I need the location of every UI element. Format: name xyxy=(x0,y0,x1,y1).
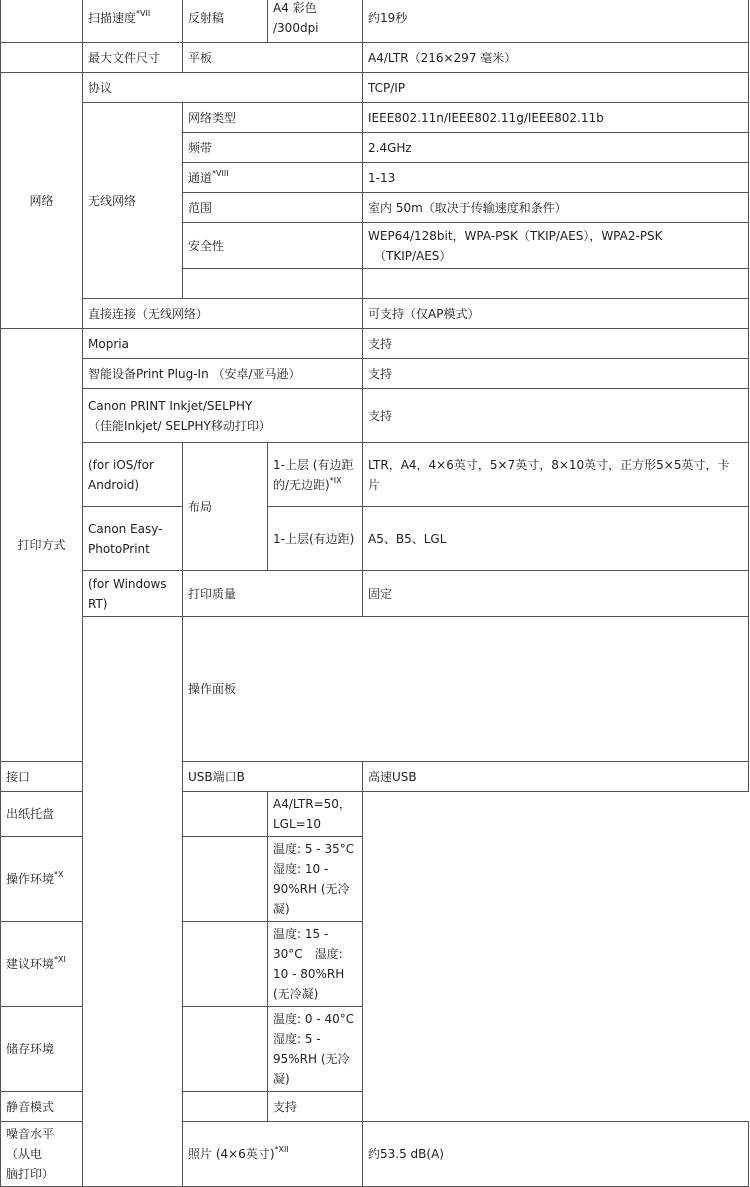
row-value: 室内 50m（取决于传输速度和条件） xyxy=(363,193,749,223)
row-label: 储存环境 xyxy=(1,1007,268,1092)
row-value: 约19秒 xyxy=(363,0,749,43)
sub-label: 范围 xyxy=(183,193,363,223)
footnote-mark: *XII xyxy=(274,1145,289,1154)
table-row xyxy=(1,329,749,359)
sub-label: 反射稿 xyxy=(183,0,268,43)
sub-label: 通道$^{*VIII}$ xyxy=(183,163,363,193)
table-row xyxy=(1,922,749,1007)
sub-label: 1-上层 (有边距 的/无边距)$^{*IX}$ xyxy=(268,443,363,507)
table-row xyxy=(1,792,749,837)
row-value: 支持 xyxy=(268,1092,363,1122)
row-label: 建议环境$^{*XI}$ xyxy=(1,922,268,1007)
sub-label: A4 彩色 /300dpi xyxy=(268,0,363,43)
footnote-mark: *VII xyxy=(136,8,151,18)
row-value: 支持 xyxy=(363,329,749,359)
row-label: 出纸托盘 xyxy=(1,792,268,837)
row-label: 扫描速度$^{*VII}$ xyxy=(83,0,183,43)
row-value: 支持 xyxy=(363,389,749,443)
table-row xyxy=(1,1007,749,1092)
row-value: A4/LTR（216×297 毫米） xyxy=(363,43,749,73)
row-value: 温度: 15 - 30°C 湿度: 10 - 80%RH (无冷凝) xyxy=(268,922,363,1007)
table-row xyxy=(1,103,749,133)
row-value: 支持 xyxy=(363,359,749,389)
row-label: Mopria xyxy=(83,329,363,359)
row-label: 操作环境$^{*X}$ xyxy=(1,837,268,922)
footnote-mark: *XI xyxy=(54,955,66,964)
row-label: 协议 xyxy=(83,73,363,103)
table-row xyxy=(1,571,749,617)
sub-label: 平板 xyxy=(183,43,363,73)
row-value: LTR，A4，4×6英寸，5×7英寸，8×10英寸，正方形5×5英寸，卡 片 xyxy=(363,443,749,507)
row-label: Canon PRINT Inkjet/SELPHY （佳能Inkjet/ SELPHY移动打印） xyxy=(83,389,363,443)
row-value xyxy=(363,269,749,299)
row-value: WEP64/128bit，WPA-PSK（TKIP/AES），WPA2-PSK （TKIP/AES） xyxy=(363,223,749,269)
row-value: 1-13 xyxy=(363,163,749,193)
row-label: 智能设备Print Plug-In （安卓/亚马逊） xyxy=(83,359,363,389)
sub-label: 1-上层(有边距) xyxy=(268,507,363,571)
layout-label: 布局 xyxy=(183,443,268,571)
sub-label: 安全性 xyxy=(183,223,363,269)
row-value: A4/LTR=50，LGL=10 xyxy=(268,792,363,837)
row-label: Canon Easy- PhotoPrint xyxy=(83,507,183,571)
row-label: 操作面板 xyxy=(183,617,749,762)
sub-label: 网络类型 xyxy=(183,103,363,133)
table-row xyxy=(1,443,749,507)
row-value: 约53.5 dB(A) xyxy=(363,1122,749,1187)
row-value: A5、B5、LGL xyxy=(363,507,749,571)
table-row xyxy=(1,43,749,73)
category-network: 网络 xyxy=(1,73,83,329)
row-value: 高速USB xyxy=(363,762,749,792)
row-label: 接口 xyxy=(1,762,83,792)
table-row xyxy=(1,73,749,103)
row-label: (for Windows RT) xyxy=(83,571,183,617)
category-cell xyxy=(1,0,83,43)
footnote-mark: *X xyxy=(54,870,64,879)
row-value: 固定 xyxy=(363,571,749,617)
row-value: IEEE802.11n/IEEE802.11g/IEEE802.11b xyxy=(363,103,749,133)
row-label: 无线网络 xyxy=(83,103,183,299)
table-row xyxy=(1,359,749,389)
sub-label: 照片 (4×6英寸)$^{*XII}$ xyxy=(183,1122,363,1187)
footnote-mark: *VIII xyxy=(212,168,229,178)
row-value: 温度: 5 - 35°C 湿度: 10 - 90%RH (无冷凝) xyxy=(268,837,363,922)
table-row xyxy=(1,837,749,922)
category-print: 打印方式 xyxy=(1,329,83,762)
row-label: 最大文件尺寸 xyxy=(83,43,183,73)
row-label: 噪音水平（从电 脑打印） xyxy=(1,1122,83,1187)
sub-label xyxy=(183,269,363,299)
category-cell xyxy=(1,43,83,73)
row-label: 直接连接（无线网络） xyxy=(83,299,363,329)
row-label: (for iOS/for Android) xyxy=(83,443,183,507)
table-row xyxy=(1,617,749,762)
row-value: 温度: 0 - 40°C 湿度: 5 - 95%RH (无冷凝) xyxy=(268,1007,363,1092)
sub-label: 频带 xyxy=(183,133,363,163)
row-value: 2.4GHz xyxy=(363,133,749,163)
row-label: 静音模式 xyxy=(1,1092,268,1122)
sub-label: 打印质量 xyxy=(183,571,363,617)
sub-label: USB端口B xyxy=(183,762,363,792)
row-value: TCP/IP xyxy=(363,73,749,103)
table-row xyxy=(1,507,749,571)
footnote-mark: *IX xyxy=(329,475,342,485)
row-value: 可支持（仅AP模式） xyxy=(363,299,749,329)
table-row xyxy=(1,389,749,443)
table-row xyxy=(1,299,749,329)
table-row xyxy=(1,0,749,43)
table-row xyxy=(1,1092,749,1122)
